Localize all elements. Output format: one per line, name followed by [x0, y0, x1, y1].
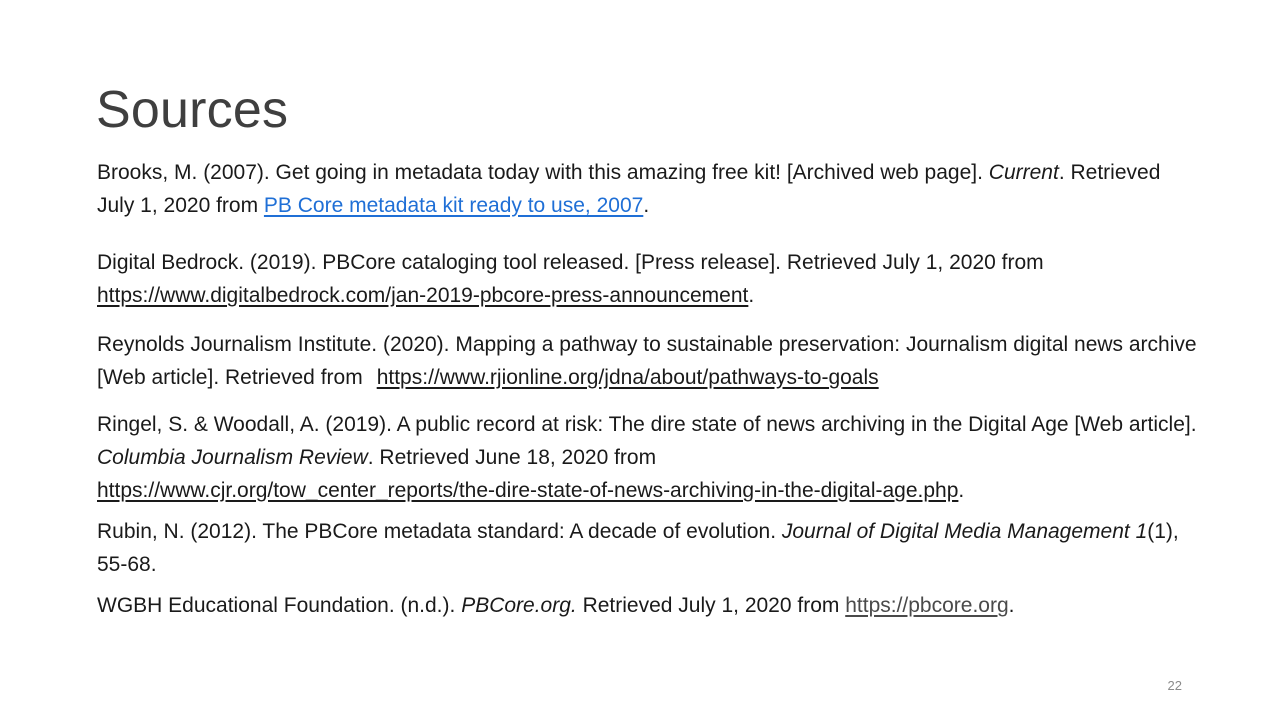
reference-source: Current: [988, 161, 1059, 184]
reference-text: Rubin, N. (2012). The PBCore metadata standard: A decade of evolution.: [97, 520, 782, 543]
reference-link[interactable]: https://www.rjionline.org/jdna/about/pathways-to-goals: [376, 366, 879, 389]
reference-link[interactable]: https://www.digitalbedrock.com/jan-2019-pbcore-press-announcement: [97, 284, 749, 307]
reference-text: Retrieved July 1, 2020 from: [576, 594, 846, 617]
reference-source: Journal of Digital Media Management 1: [781, 520, 1148, 543]
reference-text: . Retrieved July 1, 2020 from: [97, 161, 1161, 217]
reference-reynolds: [97, 328, 1197, 394]
reference-link[interactable]: https://pbcore.org: [845, 594, 1009, 617]
reference-text: Digital Bedrock. (2019). PBCore cataloging tool released. [Press release]. Retrieved July 1, 2020 from: [97, 251, 1044, 274]
page-title: Sources: [96, 81, 289, 139]
reference-text: Reynolds Journalism Institute. (2020). Mapping a pathway to sustainable preservation: Journalism digital news archive [Web article]. Retrieved from: [97, 333, 1197, 389]
reference-text: Ringel, S. & Woodall, A. (2019). A public record at risk: The dire state of news archiving in the Digital Age [Web article].: [97, 413, 1197, 436]
reference-text: . Retrieved June 18, 2020 from: [367, 446, 657, 469]
reference-text: Brooks, M. (2007). Get going in metadata today with this amazing free kit! [Archived web page].: [97, 161, 989, 184]
reference-source: PBCore.org.: [461, 594, 577, 617]
reference-ringel: [97, 408, 1197, 507]
reference-list: [97, 156, 1197, 622]
reference-text: WGBH Educational Foundation. (n.d.).: [97, 594, 462, 617]
reference-link[interactable]: https://www.cjr.org/tow_center_reports/the-dire-state-of-news-archiving-in-the-digital-age.php: [97, 479, 959, 502]
reference-text: .: [748, 284, 755, 307]
reference-wgbh: [97, 589, 1197, 622]
page-number: 22: [1167, 678, 1182, 693]
reference-text: .: [1008, 594, 1015, 617]
reference-text: .: [643, 194, 650, 217]
reference-digital-bedrock: [97, 246, 1197, 312]
reference-link[interactable]: PB Core metadata kit ready to use, 2007: [263, 194, 644, 217]
reference-brooks: [97, 156, 1197, 222]
reference-rubin: [97, 515, 1197, 581]
reference-text: .: [958, 479, 965, 502]
reference-text: (1), 55-68.: [97, 520, 1179, 576]
reference-source: Columbia Journalism Review: [97, 446, 368, 469]
